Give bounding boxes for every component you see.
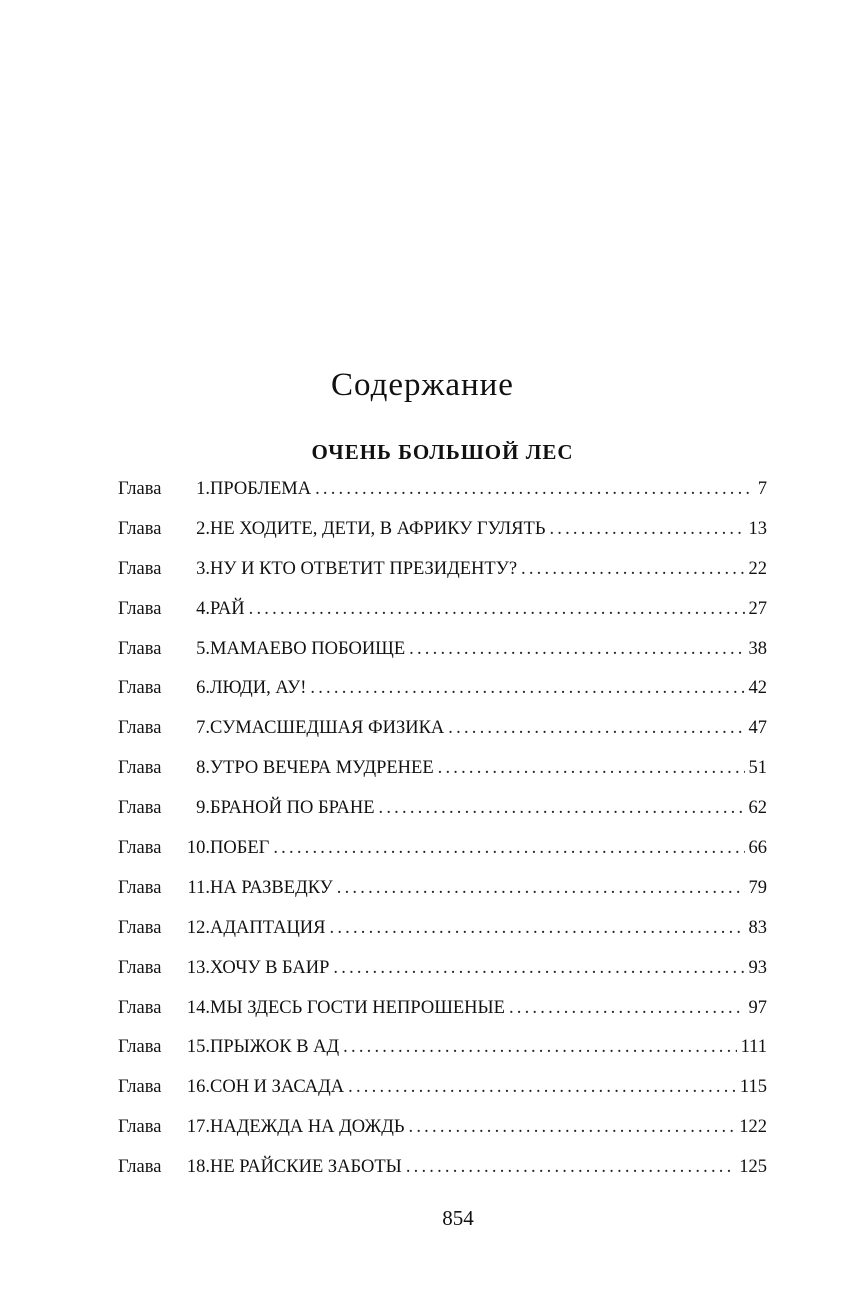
chapter-label — [118, 1117, 210, 1138]
chapter-page: 13 — [748, 518, 767, 539]
toc-entry — [118, 479, 767, 519]
chapter-number: 12. — [186, 917, 210, 938]
dot-leader — [348, 1077, 736, 1098]
chapter-number: 2. — [196, 518, 210, 539]
chapter-title: БРАНОЙ ПО БРАНЕ — [210, 798, 375, 819]
toc-entry — [118, 798, 767, 838]
chapter-page: 93 — [748, 957, 767, 978]
chapter-label — [118, 678, 210, 699]
chapter-label — [118, 998, 210, 1019]
chapter-title: ХОЧУ В БАИР — [210, 957, 330, 978]
chapter-title: РАЙ — [210, 598, 245, 619]
chapter-page: 125 — [739, 1157, 767, 1178]
dot-leader — [409, 639, 744, 660]
toc-entry — [118, 878, 767, 918]
toc-entry — [118, 559, 767, 599]
chapter-title: НАДЕЖДА НА ДОЖДЬ — [210, 1117, 405, 1138]
dot-leader — [343, 1037, 736, 1058]
chapter-label — [118, 479, 210, 500]
table-of-contents — [118, 479, 767, 1197]
dot-leader — [409, 1117, 736, 1138]
chapter-label — [118, 599, 210, 620]
page-title: Содержание — [331, 367, 514, 403]
chapter-page: 66 — [748, 838, 767, 859]
chapter-page: 79 — [748, 877, 767, 898]
dot-leader — [509, 998, 745, 1019]
chapter-title: СОН И ЗАСАДА — [210, 1077, 345, 1098]
chapter-number: 17. — [186, 1117, 210, 1138]
chapter-page: 51 — [748, 758, 767, 779]
chapter-label — [118, 758, 210, 779]
chapter-word: Глава — [118, 678, 162, 699]
toc-entry — [118, 639, 767, 679]
chapter-page: 7 — [757, 479, 767, 499]
chapter-number: 14. — [186, 997, 210, 1018]
toc-entry — [118, 758, 767, 798]
chapter-word: Глава — [118, 598, 162, 619]
toc-entry — [118, 1077, 767, 1117]
chapter-page: 42 — [748, 678, 767, 699]
chapter-label — [118, 838, 210, 859]
chapter-label — [118, 958, 210, 979]
dot-leader — [406, 1157, 735, 1178]
chapter-word: Глава — [118, 1077, 162, 1098]
chapter-word: Глава — [118, 798, 162, 819]
chapter-page: 22 — [748, 558, 767, 579]
chapter-page: 122 — [739, 1117, 767, 1138]
chapter-page: 97 — [748, 997, 767, 1018]
dot-leader — [249, 599, 745, 620]
dot-leader — [438, 758, 745, 779]
chapter-title: ПРОБЛЕМА — [210, 479, 312, 499]
chapter-title: ПОБЕГ — [210, 838, 270, 859]
chapter-label — [118, 519, 210, 540]
chapter-word: Глава — [118, 997, 162, 1018]
chapter-page: 115 — [739, 1077, 767, 1098]
chapter-label — [118, 918, 210, 939]
dot-leader — [333, 958, 744, 979]
dot-leader — [315, 479, 754, 500]
chapter-label — [118, 1077, 210, 1098]
chapter-word: Глава — [118, 957, 162, 978]
chapter-number: 18. — [186, 1157, 210, 1178]
toc-entry — [118, 599, 767, 639]
toc-entry — [118, 998, 767, 1038]
chapter-number: 3. — [196, 558, 210, 579]
chapter-title: МЫ ЗДЕСЬ ГОСТИ НЕПРОШЕНЫЕ — [210, 997, 505, 1018]
chapter-title: УТРО ВЕЧЕРА МУДРЕНЕЕ — [210, 758, 434, 779]
dot-leader — [330, 918, 745, 939]
chapter-title: СУМАСШЕДШАЯ ФИЗИКА — [210, 718, 445, 739]
page-number: 854 — [442, 1206, 474, 1230]
chapter-label — [118, 1157, 210, 1178]
chapter-number: 13. — [186, 957, 210, 978]
chapter-page: 111 — [740, 1037, 767, 1058]
chapter-page: 83 — [748, 917, 767, 938]
dot-leader — [521, 559, 744, 580]
toc-entry — [118, 958, 767, 998]
chapter-page: 27 — [748, 598, 767, 619]
chapter-title: ЛЮДИ, АУ! — [210, 678, 307, 699]
chapter-number: 15. — [186, 1037, 210, 1058]
chapter-number: 4. — [196, 598, 210, 619]
chapter-word: Глава — [118, 758, 162, 779]
chapter-word: Глава — [118, 1037, 162, 1058]
dot-leader — [310, 678, 744, 699]
chapter-number: 9. — [196, 798, 210, 819]
dot-leader — [549, 519, 744, 540]
toc-entry — [118, 1037, 767, 1077]
chapter-word: Глава — [118, 558, 162, 579]
dot-leader — [337, 878, 745, 899]
chapter-number: 5. — [196, 638, 210, 659]
toc-entry — [118, 918, 767, 958]
chapter-number: 7. — [196, 718, 210, 739]
chapter-word: Глава — [118, 638, 162, 659]
chapter-title: АДАПТАЦИЯ — [210, 917, 326, 938]
toc-entry — [118, 718, 767, 758]
chapter-title: НЕ ХОДИТЕ, ДЕТИ, В АФРИКУ ГУЛЯТЬ — [210, 518, 546, 539]
chapter-label — [118, 1037, 210, 1058]
chapter-title: МАМАЕВО ПОБОИЩЕ — [210, 638, 406, 659]
chapter-page: 62 — [748, 798, 767, 819]
chapter-number: 10. — [186, 838, 210, 859]
chapter-title: НЕ РАЙСКИЕ ЗАБОТЫ — [210, 1157, 402, 1178]
chapter-number: 8. — [196, 758, 210, 779]
chapter-word: Глава — [118, 877, 162, 898]
chapter-label — [118, 559, 210, 580]
chapter-word: Глава — [118, 838, 162, 859]
toc-entry — [118, 1157, 767, 1197]
chapter-word: Глава — [118, 1117, 162, 1138]
chapter-word: Глава — [118, 917, 162, 938]
dot-leader — [379, 798, 745, 819]
chapter-number: 1. — [196, 479, 210, 499]
dot-leader — [448, 718, 744, 739]
chapter-word: Глава — [118, 718, 162, 739]
chapter-title: НА РАЗВЕДКУ — [210, 877, 333, 898]
chapter-number: 16. — [186, 1077, 210, 1098]
chapter-word: Глава — [118, 1157, 162, 1178]
chapter-word: Глава — [118, 479, 162, 499]
toc-entry — [118, 519, 767, 559]
chapter-page: 47 — [748, 718, 767, 739]
chapter-label — [118, 798, 210, 819]
chapter-page: 38 — [748, 638, 767, 659]
chapter-label — [118, 718, 210, 739]
toc-entry — [118, 678, 767, 718]
toc-entry — [118, 1117, 767, 1157]
chapter-title: НУ И КТО ОТВЕТИТ ПРЕЗИДЕНТУ? — [210, 558, 518, 579]
chapter-word: Глава — [118, 518, 162, 539]
chapter-label — [118, 639, 210, 660]
chapter-number: 6. — [196, 678, 210, 699]
toc-entry — [118, 838, 767, 878]
chapter-title: ПРЫЖОК В АД — [210, 1037, 340, 1058]
dot-leader — [273, 838, 744, 859]
chapter-label — [118, 878, 210, 899]
chapter-number: 11. — [187, 877, 210, 898]
section-title: ОЧЕНЬ БОЛЬШОЙ ЛЕС — [311, 440, 574, 464]
